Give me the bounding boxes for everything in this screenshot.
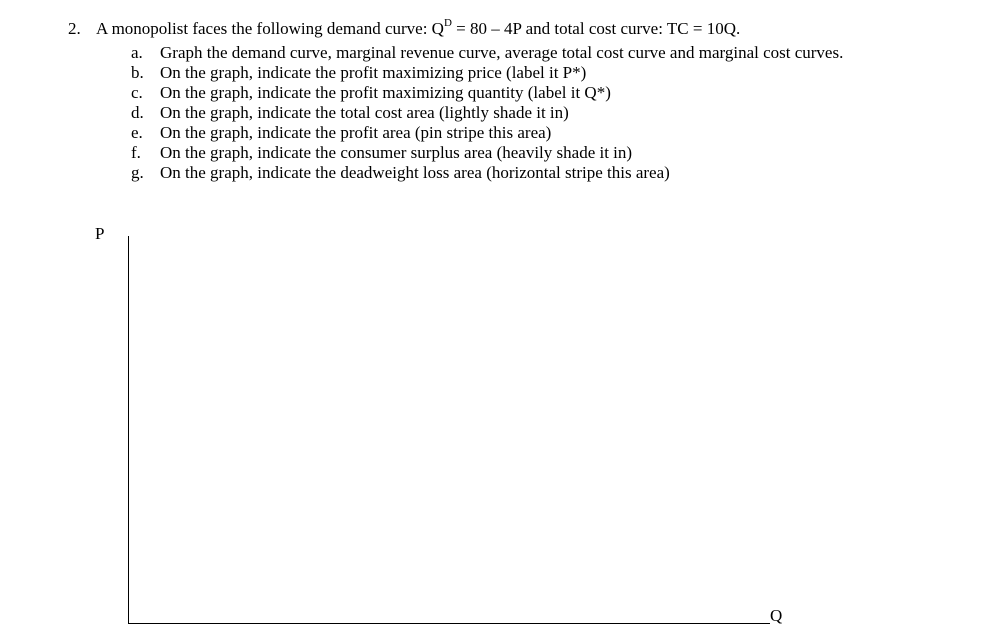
part-text: On the graph, indicate the profit area (pin stripe this area)	[160, 123, 552, 142]
part-text: On the graph, indicate the total cost area (lightly shade it in)	[160, 103, 569, 122]
part-text: Graph the demand curve, marginal revenue curve, average total cost curve and marginal cost curves.	[160, 43, 844, 62]
part-letter: g.	[131, 163, 144, 182]
part-text: On the graph, indicate the profit maximizing price (label it P*)	[160, 63, 587, 82]
part-text: On the graph, indicate the deadweight loss area (horizontal stripe this area)	[160, 163, 670, 182]
question-stem-prefix: A monopolist faces the following demand curve: Q	[96, 19, 444, 38]
question-stem-suffix: = 80 – 4P and total cost curve: TC = 10Q.	[451, 19, 741, 38]
part-letter: c.	[131, 83, 143, 102]
part-letter: b.	[131, 63, 144, 82]
part-text: On the graph, indicate the consumer surplus area (heavily shade it in)	[160, 143, 633, 162]
question-number: 2.	[68, 19, 81, 38]
part-letter: e.	[131, 123, 143, 142]
question-stem	[96, 19, 740, 39]
x-axis-line	[128, 623, 770, 624]
question-stem-superscript: D	[443, 17, 452, 30]
y-axis-label: P	[95, 224, 105, 243]
part-letter: a.	[131, 43, 143, 62]
part-text: On the graph, indicate the profit maximizing quantity (label it Q*)	[160, 83, 611, 102]
y-axis-line	[128, 236, 129, 624]
question-block	[0, 0, 1008, 220]
x-axis-label: Q	[770, 606, 783, 625]
part-letter: f.	[131, 143, 141, 162]
part-letter: d.	[131, 103, 144, 122]
